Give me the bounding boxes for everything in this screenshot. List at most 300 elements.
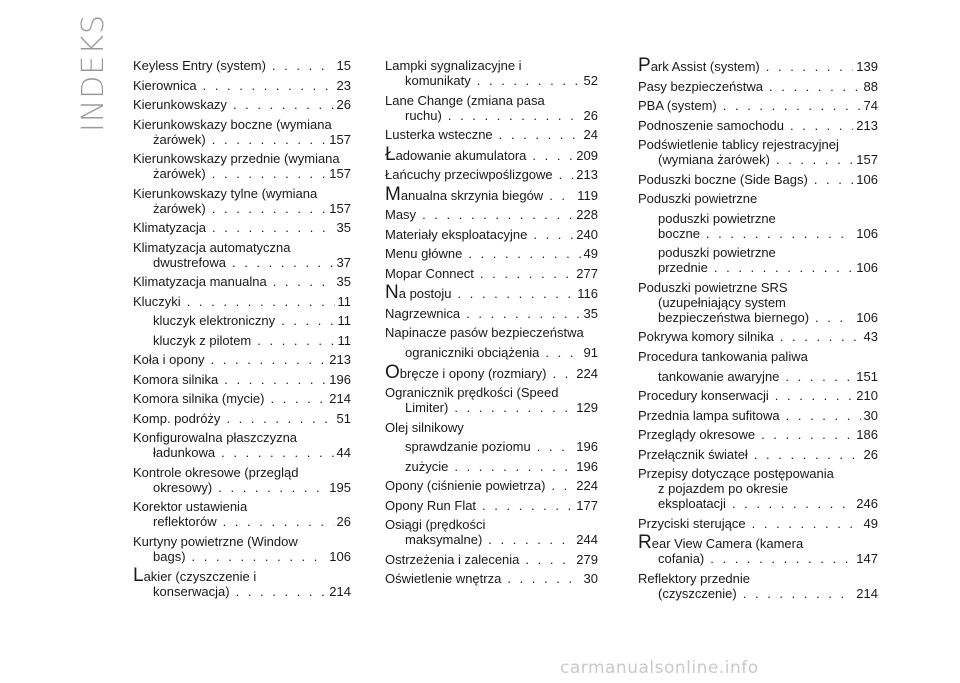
entry-text: kluczyk z pilotem (153, 332, 252, 348)
index-entry-line (133, 549, 351, 564)
index-entry-line (638, 79, 878, 94)
index-entry-line (638, 118, 878, 133)
entry-text: Kierunkowskazy (133, 97, 227, 112)
entry-text: Kontrole okresowe (przegląd (133, 464, 299, 480)
entry-text: Lusterka wsteczne (385, 127, 493, 142)
entry-text: Masy (385, 207, 417, 222)
entry-text: Limiter) (405, 400, 449, 415)
entry-text: konserwacja) (153, 584, 230, 599)
page-number: 213 (856, 117, 878, 133)
index-entry-line (638, 295, 878, 310)
leader-dots (785, 369, 853, 384)
leader-dots (272, 58, 334, 73)
entry-text: Klimatyzacja (133, 220, 206, 235)
index-entry-line (385, 571, 598, 586)
index-entry-line (385, 439, 598, 454)
page-number: 26 (336, 97, 351, 112)
entry-text: Pasy bezpieczeństwa (638, 78, 764, 94)
index-entry-line (133, 313, 351, 328)
index-entry-line (385, 93, 598, 108)
index-entry-line (133, 499, 351, 514)
leader-dots (221, 445, 333, 460)
index-entry (385, 93, 598, 123)
page-number: 49 (863, 515, 878, 531)
entry-text: Przełącznik świateł (638, 446, 748, 462)
entry-text: Poduszki powietrzne (638, 191, 758, 206)
index-entry (638, 516, 878, 531)
entry-text: Kierunkowskazy tylne (wymiana (133, 185, 318, 201)
index-entry (385, 420, 598, 435)
page-number: 11 (337, 293, 351, 309)
entry-text: z pojazdem po okresie (658, 481, 789, 496)
entry-text: Osiągi (prędkości (385, 517, 486, 532)
leader-dots (203, 78, 334, 93)
leader-dots (786, 408, 861, 423)
entry-text: ładunkowa (153, 445, 216, 460)
leader-dots (710, 551, 853, 566)
page-number: 240 (576, 226, 598, 242)
leader-dots (752, 516, 861, 531)
index-entry-line (638, 408, 878, 423)
page-number: 91 (583, 345, 598, 360)
page-number: 139 (856, 59, 878, 74)
page-number: 214 (329, 391, 351, 406)
index-entry-line (385, 532, 598, 547)
leader-dots (224, 372, 326, 387)
page-number: 11 (337, 332, 351, 348)
index-entry-line (133, 352, 351, 367)
page-number: 196 (329, 371, 351, 387)
index-entry (385, 517, 598, 547)
page-number: 147 (856, 551, 878, 566)
index-entry-line (385, 552, 598, 567)
leader-dots (551, 478, 573, 493)
entry-text: (wymiana żarówek) (658, 152, 770, 167)
page-number: 74 (863, 98, 878, 113)
entry-text: Klimatyzacja manualna (133, 274, 267, 289)
index-entry-line (133, 186, 351, 201)
index-entry-line (638, 98, 878, 113)
index-entry-line (385, 167, 598, 182)
entry-text: kluczyk elektroniczny (153, 313, 276, 328)
page-number: 51 (336, 410, 351, 426)
index-entry-line (385, 517, 598, 532)
entry-text: bezpieczeństwa biernego) (658, 309, 810, 325)
entry-text: Keyless Entry (system) (133, 58, 266, 73)
entry-text: Pokrywa komory silnika (638, 329, 774, 344)
index-entry-line (638, 310, 878, 325)
index-entry-line (638, 245, 878, 260)
page-number: 157 (856, 152, 878, 167)
page-number: 26 (583, 107, 598, 123)
index-entry (133, 534, 351, 564)
page-number: 23 (336, 77, 351, 93)
page-number: 244 (576, 532, 598, 547)
index-entry (638, 532, 878, 566)
leader-dots (559, 167, 574, 182)
entry-text: eksploatacji (658, 496, 726, 511)
index-entry (638, 245, 878, 275)
page-number: 106 (329, 548, 351, 564)
entry-text: Procedury konserwacji (638, 388, 769, 403)
index-entry (133, 240, 351, 270)
index-entry-line (638, 551, 878, 566)
index-entry-line (133, 565, 351, 586)
page-number: 209 (576, 147, 598, 163)
leader-dots (270, 391, 326, 406)
index-entry-line (133, 201, 351, 216)
page-number: 196 (576, 439, 598, 454)
watermark: carmanualsonline.info (560, 658, 759, 678)
entry-text: dwustrefowa (153, 254, 226, 270)
index-column-1 (133, 58, 351, 604)
entry-text: Komora silnika (133, 371, 219, 387)
entry-text: PBA (system) (638, 98, 717, 113)
leader-dots (480, 266, 573, 281)
entry-text: Koła i opony (133, 352, 205, 367)
entry-text: Manualna skrzynia biegów (385, 183, 544, 205)
entry-text: (czyszczenie) (658, 585, 737, 601)
entry-text: Oświetlenie wnętrza (385, 571, 502, 586)
index-entry-line (385, 183, 598, 205)
index-entry-line (638, 280, 878, 295)
index-entry-line (385, 420, 598, 435)
entry-text: maksymalne) (405, 532, 483, 547)
entry-text: Kierownica (133, 77, 197, 93)
index-entry-line (638, 516, 878, 531)
index-entry (385, 552, 598, 567)
index-entry-line (638, 152, 878, 167)
index-entry-line (133, 132, 351, 147)
page-number: 35 (336, 274, 351, 289)
index-entry (133, 333, 351, 348)
page-number: 224 (576, 365, 598, 381)
page-number: 11 (337, 313, 351, 328)
index-entry-line (385, 385, 598, 400)
entry-text: Nagrzewnica (385, 305, 461, 321)
entry-text: Kurtyny powietrzne (Window (133, 533, 298, 549)
entry-text: Opony (ciśnienie powietrza) (385, 478, 546, 493)
index-entry (638, 191, 878, 206)
index-entry-line (133, 240, 351, 255)
leader-dots (723, 98, 861, 113)
index-entry (385, 207, 598, 222)
leader-dots (507, 571, 580, 586)
index-entry (385, 227, 598, 242)
leader-dots (448, 108, 581, 123)
entry-text: Przepisy dotyczące postępowania (638, 466, 834, 481)
index-entry-line (133, 430, 351, 445)
entry-text: przednie (658, 260, 708, 275)
leader-dots (212, 166, 327, 181)
index-entry (638, 408, 878, 423)
page-number: 210 (856, 388, 878, 403)
index-entry (133, 151, 351, 181)
index-entry-line (638, 55, 878, 76)
page-number: 26 (336, 514, 351, 529)
page-number: 246 (856, 496, 878, 511)
index-entry (385, 439, 598, 454)
entry-text: Lakier (czyszczenie i (133, 565, 257, 586)
leader-dots (775, 388, 854, 403)
entry-text: Przednia lampa sufitowa (638, 407, 780, 423)
page-number: 196 (576, 458, 598, 474)
index-entry (133, 411, 351, 426)
leader-dots (458, 286, 575, 301)
leader-dots (754, 447, 861, 462)
index-entry-line (638, 226, 878, 241)
index-entry-line (638, 586, 878, 601)
index-entry (133, 313, 351, 328)
leader-dots (468, 246, 580, 261)
index-entry-line (638, 532, 878, 553)
index-entry (385, 127, 598, 142)
entry-text: Procedura tankowania paliwa (638, 348, 808, 364)
index-entry (133, 352, 351, 367)
page-number: 213 (576, 167, 598, 182)
index-entry-line (385, 498, 598, 513)
entry-text: zużycie (405, 458, 449, 474)
entry-text: Kierunkowskazy przednie (wymiana (133, 151, 340, 166)
entry-text: tankowanie awaryjne (658, 368, 780, 384)
entry-text: Ostrzeżenia i zalecenia (385, 551, 520, 567)
entry-text: Przyciski sterujące (638, 515, 746, 531)
entry-text: Komora silnika (mycie) (133, 391, 265, 406)
page-number: 195 (329, 479, 351, 495)
leader-dots (211, 352, 327, 367)
entry-text: Ogranicznik prędkości (Speed (385, 385, 559, 400)
index-entry-line (638, 211, 878, 226)
page-number: 157 (329, 200, 351, 216)
index-entry-line (133, 58, 351, 73)
entry-text: Podnoszenie samochodu (638, 117, 784, 133)
leader-dots (552, 366, 573, 381)
page-number: 35 (336, 220, 351, 235)
leader-dots (776, 152, 853, 167)
index-entry (385, 246, 598, 261)
page-number: 214 (329, 584, 351, 599)
index-entry-line (133, 166, 351, 181)
entry-text: Materiały eksploatacyjne (385, 226, 528, 242)
page-number: 37 (336, 254, 351, 270)
index-entry (638, 79, 878, 94)
entry-text: Przeglądy okresowe (638, 427, 756, 442)
index-entry (638, 427, 878, 442)
leader-dots (273, 274, 334, 289)
leader-dots (814, 172, 853, 187)
index-entry (385, 459, 598, 474)
page-number: 228 (576, 207, 598, 222)
entry-text: Klimatyzacja automatyczna (133, 239, 291, 255)
page-number: 277 (576, 265, 598, 281)
index-entry-line (638, 329, 878, 344)
index-entry (638, 466, 878, 511)
index-entry (638, 211, 878, 241)
entry-text: bags) (153, 548, 186, 564)
entry-text: Łańcuchy przeciwpoślizgowe (385, 167, 553, 182)
leader-dots (743, 586, 854, 601)
entry-text: Park Assist (system) (638, 55, 760, 76)
index-entry (638, 388, 878, 403)
entry-text: poduszki powietrzne (658, 210, 776, 226)
index-entry (638, 172, 878, 187)
index-entry-line (133, 514, 351, 529)
entry-text: żarówek) (153, 166, 206, 181)
leader-dots (769, 79, 861, 94)
leader-dots (790, 118, 853, 133)
entry-text: Obręcze i opony (rozmiary) (385, 361, 547, 383)
entry-text: Olej silnikowy (385, 419, 464, 435)
page-number: 151 (856, 368, 878, 384)
entry-text: reflektorów (153, 514, 217, 529)
index-entry (133, 78, 351, 93)
page-number: 88 (863, 78, 878, 94)
leader-dots (226, 411, 333, 426)
entry-text: Poduszki boczne (Side Bags) (638, 171, 808, 187)
page-number: 52 (583, 73, 598, 88)
index-entry (133, 220, 351, 235)
leader-dots (257, 333, 334, 348)
index-entry (638, 349, 878, 384)
index-entry-line (133, 333, 351, 348)
index-entry-line (638, 447, 878, 462)
index-entry (638, 118, 878, 133)
index-entry-line (638, 172, 878, 187)
index-entry-line (385, 361, 598, 383)
leader-dots (212, 132, 327, 147)
index-entry (133, 372, 351, 387)
leader-dots (499, 127, 581, 142)
entry-text: cofania) (658, 551, 705, 566)
index-entry (638, 571, 878, 601)
entry-text: Podświetlenie tablicy rejestracyjnej (638, 137, 839, 152)
index-entry-line (385, 143, 598, 165)
index-entry-line (638, 466, 878, 481)
index-entry-line (133, 151, 351, 166)
entry-text: Konfigurowalna płaszczyzna (133, 430, 298, 445)
leader-dots (454, 459, 573, 474)
index-entry-line (133, 391, 351, 406)
page-number: 15 (336, 58, 351, 73)
leader-dots (706, 226, 853, 241)
index-entry-line (133, 255, 351, 270)
index-entry (133, 465, 351, 495)
leader-dots (549, 188, 574, 203)
entry-text: okresowy) (153, 479, 213, 495)
page-number: 44 (336, 445, 351, 460)
leader-dots (766, 59, 854, 74)
index-entry-line (133, 465, 351, 480)
entry-text: (uzupełniający system (658, 294, 786, 310)
index-entry (385, 361, 598, 383)
leader-dots (281, 313, 334, 328)
leader-dots (466, 306, 580, 321)
index-entry-line (133, 411, 351, 426)
entry-text: Opony Run Flat (385, 497, 477, 513)
index-entry (385, 143, 598, 165)
entry-text: boczne (658, 225, 700, 241)
entry-text: sprawdzanie poziomu (405, 439, 531, 454)
index-entry (133, 186, 351, 216)
index-entry-line (385, 108, 598, 123)
entry-text: Poduszki powietrzne SRS (638, 279, 788, 295)
page-number: 129 (576, 400, 598, 415)
entry-text: Menu główne (385, 246, 463, 261)
index-entry (638, 98, 878, 113)
entry-text: Rear View Camera (kamera (638, 532, 804, 553)
page-number: 157 (329, 166, 351, 181)
entry-text: Ładowanie akumulatora (385, 143, 527, 165)
entry-text: Mopar Connect (385, 265, 474, 281)
index-entry (133, 58, 351, 73)
index-entry-line (133, 220, 351, 235)
index-entry (385, 325, 598, 360)
index-entry (133, 565, 351, 599)
page-number: 106 (856, 260, 878, 275)
index-entry-line (638, 137, 878, 152)
leader-dots (525, 552, 573, 567)
index-entry (385, 58, 598, 88)
index-entry-line (638, 369, 878, 384)
index-entry (638, 447, 878, 462)
index-entry-line (638, 496, 878, 511)
index-entry-line (385, 58, 598, 73)
entry-text: Reflektory przednie (638, 570, 750, 586)
index-entry-line (385, 282, 598, 303)
page-number: 30 (583, 571, 598, 586)
index-entry-line (133, 274, 351, 289)
index-entry-line (385, 207, 598, 222)
index-entry (133, 117, 351, 147)
page-number: 106 (856, 309, 878, 325)
entry-text: żarówek) (153, 200, 206, 216)
leader-dots (477, 73, 581, 88)
page-number: 186 (856, 427, 878, 442)
page-number: 157 (329, 131, 351, 147)
page-number: 24 (583, 127, 598, 142)
index-entry-line (133, 78, 351, 93)
index-entry (638, 137, 878, 167)
index-entry-line (638, 191, 878, 206)
page-number: 177 (576, 497, 598, 513)
index-entry-line (385, 246, 598, 261)
leader-dots (532, 148, 573, 163)
leader-dots (732, 496, 853, 511)
entry-text: ruchu) (405, 107, 442, 123)
leader-dots (488, 532, 573, 547)
index-entry-line (638, 571, 878, 586)
index-entry-line (133, 97, 351, 112)
index-entry-line (133, 372, 351, 387)
entry-text: Kluczyki (133, 293, 181, 309)
page-number: 119 (577, 187, 598, 203)
index-entry-line (133, 534, 351, 549)
entry-text: Korektor ustawienia (133, 499, 248, 514)
leader-dots (454, 400, 573, 415)
index-entry-line (385, 345, 598, 360)
index-entry (133, 499, 351, 529)
index-entry (638, 329, 878, 344)
index-entry (133, 430, 351, 460)
index-entry-line (385, 400, 598, 415)
index-entry (133, 274, 351, 289)
page-number: 106 (856, 171, 878, 187)
leader-dots (533, 227, 573, 242)
index-entry-line (133, 294, 351, 309)
index-entry-line (385, 73, 598, 88)
index-entry-line (133, 117, 351, 132)
index-entry (385, 167, 598, 182)
